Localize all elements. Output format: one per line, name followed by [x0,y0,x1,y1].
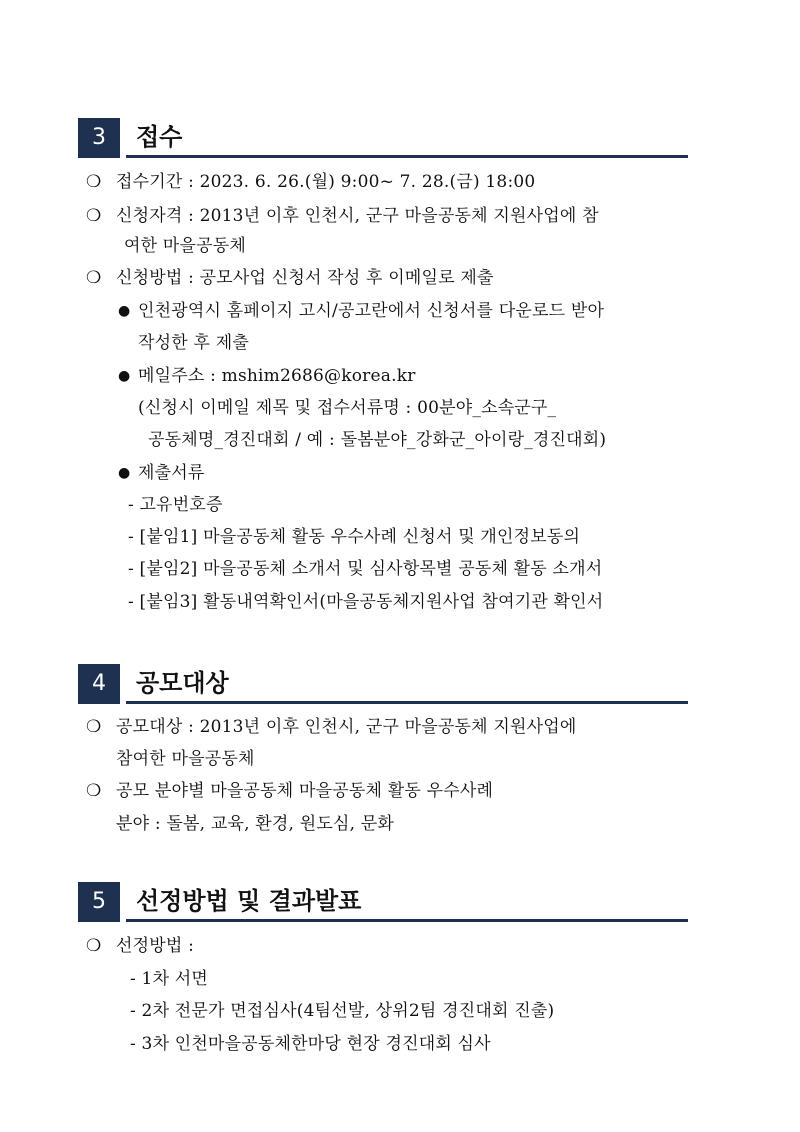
document-item: - [붙임3] 활동내역확인서(마을공동체지원사업 참여기관 확인서 [128,592,604,612]
section-number: 4 [78,664,120,704]
circle-bullet-icon: ❍ [86,936,102,956]
dot-bullet-icon: ● [118,303,131,319]
document-item: - [붙임2] 마을공동체 소개서 및 심사항목별 공동체 활동 소개서 [128,559,603,579]
reception-period: 접수기간 : 2023. 6. 26.(월) 9:00~ 7. 28.(금) 18:00 [116,172,536,192]
eligibility-line-2: 여한 마을공동체 [124,236,246,256]
target-line-1: 공모대상 : 2013년 이후 인천시, 군구 마을공동체 지원사업에 [116,717,577,737]
submission-documents: 제출서류 [138,463,205,483]
section-underline [126,919,688,922]
selection-method: 선정방법 : [116,936,195,956]
email-note-1: (신청시 이메일 제목 및 접수서류명 : 00분야_소속군구_ [138,398,557,418]
section-title: 선정방법 및 결과발표 [136,887,362,915]
email-address: 메일주소 : mshim2686@korea.kr [138,366,416,386]
section-title: 공모대상 [136,669,229,697]
dot-bullet-icon: ● [118,465,131,481]
application-method: 신청방법 : 공모사업 신청서 작성 후 이메일로 제출 [116,268,494,288]
eligibility-line-1: 신청자격 : 2013년 이후 인천시, 군구 마을공동체 지원사업에 참 [116,206,599,226]
field-line-2: 분야 : 돌봄, 교육, 환경, 원도심, 문화 [116,814,395,834]
dot-bullet-icon: ● [118,368,131,384]
section-underline [126,701,688,704]
document-item: - 고유번호증 [128,495,223,515]
download-instruction-2: 작성한 후 제출 [138,333,249,353]
target-line-2: 참여한 마을공동체 [116,749,255,769]
email-note-2: 공동체명_경진대회 / 예 : 돌봄분야_강화군_아이랑_경진대회) [148,430,607,450]
section-title: 접수 [136,123,183,151]
circle-bullet-icon: ❍ [86,781,102,801]
circle-bullet-icon: ❍ [86,268,102,288]
section-number: 3 [78,118,120,158]
document-item: - [붙임1] 마을공동체 활동 우수사례 신청서 및 개인정보동의 [128,527,581,547]
field-line-1: 공모 분야별 마을공동체 마을공동체 활동 우수사례 [116,781,494,801]
section-header [78,118,688,158]
section-header [78,664,688,704]
section-header [78,882,688,922]
circle-bullet-icon: ❍ [86,172,102,192]
selection-step: - 2차 전문가 면접심사(4팀선발, 상위2팀 경진대회 진출) [130,1001,555,1021]
circle-bullet-icon: ❍ [86,717,102,737]
circle-bullet-icon: ❍ [86,206,102,226]
download-instruction-1: 인천광역시 홈페이지 고시/공고란에서 신청서를 다운로드 받아 [138,301,605,321]
selection-step: - 3차 인천마을공동체한마당 현장 경진대회 심사 [130,1034,491,1054]
section-underline [126,155,688,158]
selection-step: - 1차 서면 [130,969,209,989]
section-number: 5 [78,882,120,922]
